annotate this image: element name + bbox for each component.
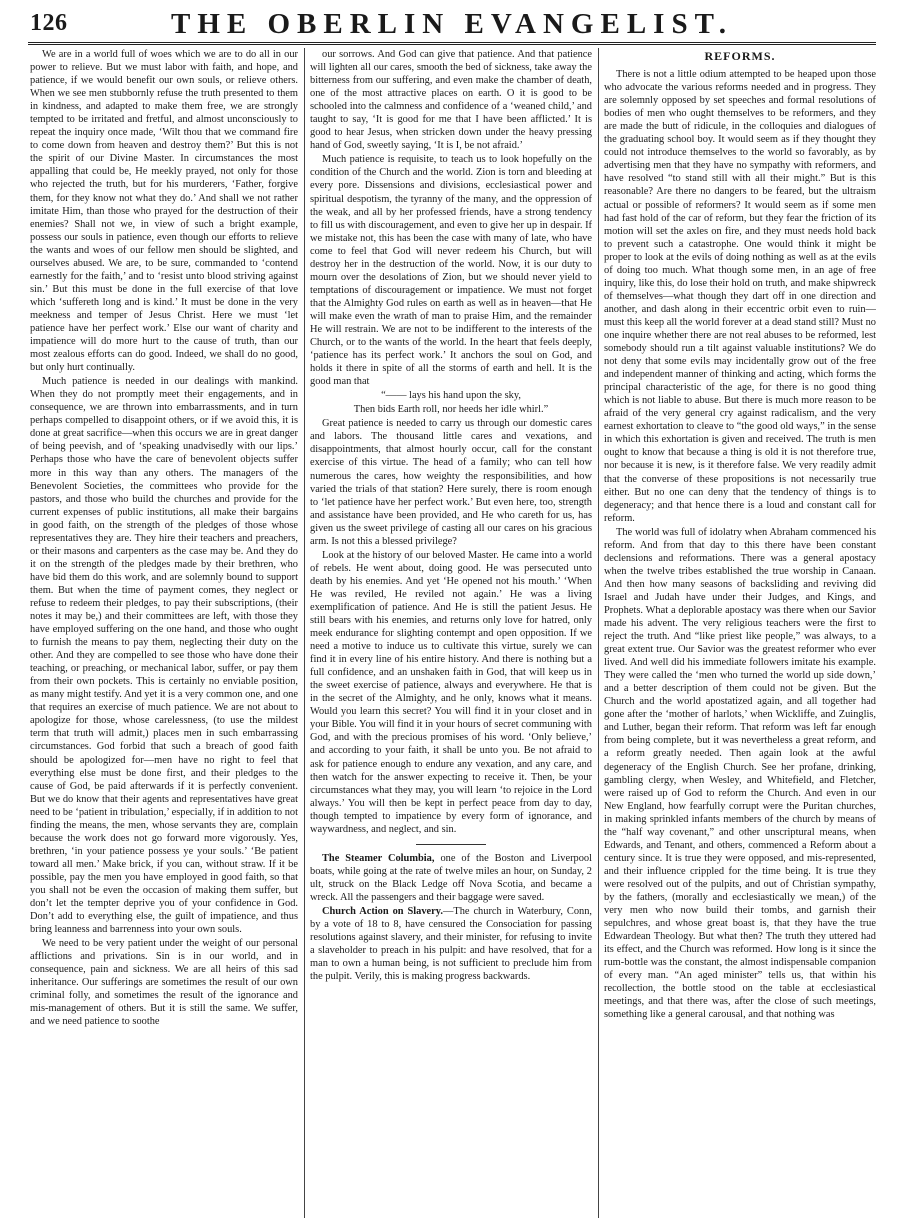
paragraph: We are in a world full of woes which we are to do all in our power to relieve. But we must labor with faith, and hope, and patience, if we would benefit our own souls, or relieve others. When we see men stubbornly refuse the truth presented to them in kindness, and adapted to make them free, we are strongly tempted to be irritated and fretful, and almost unconsciously to repeat the inquiry once made, ‘Wilt thou that we command fire to come down from heaven and destroy them?’ But this is not the spirit of our Divine Master. In circumstances the most appalling that could be, He meekly prayed, not only for those who rejected the truth, but for his murderers, ‘Father, forgive them, for they know not what they do.’ And shall we not rather imitate Him, than those who prayed for the destruction of their enemies? Shall not we, in view of such a bright example, possess our souls in patience, even though our efforts to relieve the wants and woes of our fellow men should be slighted, and ourselves abused. We are, to be sure, commanded to ‘contend earnestly for the faith,’ and to ‘resist unto blood striving against sin.’ But this must be done in the full exercise of that love which ‘suffereth long and is kind.’ It must be done in the very meekness and temper of Jesus Christ. Here we must ‘let patience have her perfect work.’ Else our want of charity and impatience will do more hurt to the cause of truth, than our most zealous efforts can do good. Indeed, we shall do no good, but only hurt continually. xyxy=(30,49,298,374)
paragraph: Much patience is needed in our dealings with mankind. When they do not promptly meet their engagements, and in consequence, we are thrown into embarrassments, and in turn perhaps compelled to disappoint others, or if we avoid this, it is done at great sacrifice—when this occurs we are in great danger of being peevish, and of ‘speaking unadvisedly with our lips.’ Perhaps those who have the care of benevolent objects suffer more in this way than any others. The managers of the Benevolent Societies, the committees who provide for the pastors, and those who build the churches and provide for the current expenses of public institutions, all make their bargains in good faith, on the strength of the pledges of those whose representatives they are. They hire their teachers and preachers, or their masons and carpenters as the case may be. And they do it on the strength of the pledges made by their brethren, who have bid them do this work, and are solemnly bound to support them. But when the time of payment comes, they neglect or refuse to redeem their pledges, to pay their subscriptions, (their notes it may be,) and their committees are left, with those they have employed suffering on the one hand, and those who ought to furnish the means to pay them, neglecting their duty on the other. And they are compelled to see those who have done their teaching, or preaching, or mechanical labor, suffer, or pay them from their own pockets. This is certainly no enviable position, as many might testify. And yet it is a very common one, and one that requires an exercise of much patience. We are not about to apologize for those, whose carelessness, (to use the mildest term that truth will admit,) places men in such embarrassing circumstances. God forbid that such a breach of good faith should be apologized for—men have no right to feel that everything else must be done first, and their pledges to the cause of God, be paid afterwards if it is perfectly convenient. But we do know that their agents and representatives have great need to be ‘patient in tribulation,’ especially, if in addition to not finding the means, the men, whose servants they are, complain because the work does not go forward more vigorously. Yes, brethren, ‘in your patience possess ye your souls.’ ‘Be patient toward all men.’ Make brick, if you can, without straw. If it be possible, pay the men you have employed in good faith, so that you shall not be even the occasion of making them suffer, but don’t let the tempter deprive you of your confidence in God. Don’t add to everything else, the guilt of impatience, and thus bring leanness and barrenness into your own souls. xyxy=(30,376,298,936)
paragraph: We need to be very patient under the weight of our personal afflictions and privations. Sin is in our world, and in consequence, pain and sickness. We are all heirs of this sad inheritance. Our sufferings are sometimes the result of our own criminal folly, and sometimes the result of the ignorance and mis-management of others. But it is still the same. We suffer, and we need patience to soothe xyxy=(30,938,298,1028)
paragraph: There is not a little odium attempted to be heaped upon those who advocate the various reforms needed and in progress. They are solemnly opposed by set speeches and formal resolutions of bodies of men who ought themselves to be reformers, and they are made the butt of ridicule, in the colloquies and dialogues of the graduating school boy. It would seem as if they thought they could not introduce themselves to the world so favorably, as by advertising men that they have no sympathy with reformers, and have resolved “to stand still with all their might.” But is this reasonable? Are there no dangers to be feared, but the ultraism actual or possible of reformers? It would seem as if some men had fast hold of the car of reform, but they fear the friction of its motion will set the axles on fire, and they must needs hold back to prevent such a catastrophe. One would think it might be proper to look at the evils of doing nothing as well as at the evils of doing too much. What though some men, in an age of free inquiry, like this, do lose their hold on truth, and make shipwreck of themselves—what though they dart off in one direction and another, and dash along in their eccentric orbit even to ruin—must this keep all the world forever at a dead stand still? Must no one inquire whether there are not real abuses to be reformed, lest somebody should run a tilt against valuable institutions? We do not deny that some evils may incidentally grow out of the free and independent manner of thinking and acting, which forms the principal characteristic of the age, for there is no good thing which is not liable to abuse. But there is much more reason to be afraid of the very general cry against radicalism, and the very earnest exhortation to cleave to “the good old ways,” in the sense in which this exhortation is given and received. The truth is men ought to know that because a thing is old it is not therefore true, nor because it is new, is it therefore false. We very readily admit that the converse of these propositions is not necessarily true either. But no one can deny that the tendency of things is to degeneracy; and that hence there is a loud and constant call for reform. xyxy=(604,69,876,524)
section-divider xyxy=(416,844,486,845)
column-1 xyxy=(30,48,298,1218)
paragraph: Look at the history of our beloved Master. He came into a world of rebels. He went about, doing good. He was persecuted unto death by his enemies. And yet ‘He opened not his mouth.’ ‘When He was reviled, He reviled not again.’ He was a living exemplification of patience. And He is still the patient Jesus. He still bears with his enemies, and returns only love for hatred, only meek endurance for slighting contempt and open opposition. If we need a motive to induce us to cultivate this virtue, surely we can find it in every line of his entire history. And there is nothing but a full confidence, and an unshaken faith in God, that will keep us in the sweet exercise of patience, always and everywhere. He that is in the secret of the Almighty, and he only, knows what it means. Would you learn this secret? You will find it in your closet and in your Bible. You will find it in your hours of secret communing with God, and with the precious promises of his word. ‘Only believe,’ and according to your faith, it shall be unto you. Be not afraid to ask for patience enough to endure any vexation, and any care, and then watch for the answer expecting to receive it. Then, be your circumstances what they may, you will learn ‘to rejoice in the Lord always.’ You will then be kept in perfect peace from day to day, though tempted to impatience by every form of ignorance, and waywardness, and neglect, and sin. xyxy=(310,549,592,835)
news-item-body: one of the Boston and Liverpool boats, while going at the rate of twelve miles an hour, on Sunday, 2 ult, struck on the Black Ledge off Nova Scotia, and became a wreck. All the passengers and their baggage were saved. xyxy=(310,852,592,903)
section-heading: REFORMS. xyxy=(704,49,776,63)
paragraph: our sorrows. And God can give that patience. And that patience will lighten all our cares, smooth the bed of sickness, take away the bitterness from our suffering, and even make the chamber of death, one of the most attractive places on earth. O it is good to be schooled into the calmness and confidence of a ‘weaned child,’ and taught to say, ‘It is good for me that I have been afflicted.’ It is good to hear Jesus, when stricken down under the heavy pressing hand of God, sweetly saying, ‘It is I, be not afraid.’ xyxy=(310,49,592,152)
verse-line: “—— lays his hand upon the sky, xyxy=(381,390,521,402)
news-item-church-action xyxy=(310,905,592,983)
news-item-lead: The Steamer Columbia, xyxy=(322,852,435,864)
masthead xyxy=(28,8,876,45)
news-item-lead: Church Action on Slavery. xyxy=(322,906,443,917)
page-number: 126 xyxy=(30,10,68,36)
column-rule-2 xyxy=(598,48,599,1218)
paragraph: Much patience is requisite, to teach us to look hopefully on the condition of the Church and the world. Zion is torn and bleeding at every pore. Dissensions and divisions, ecclesiastical power and spiritual despotism, the tyranny of the many, and the oppression of the weak, and all by her professed friends, have a strong tendency to fill us with discouragement, and even to give her up in despair. If we mistake not, this has been the case with many of late, who have come to feel that God will never redeem his Church, but will destroy her in the destruction of the world. Now, it is our duty to mourn over the desolations of Zion, but we should never yield to temptations of discouragement or impatience. We must not forget that the Almighty God rules on earth as well as in heaven—that He will make even the wrath of man to praise Him, and the remainder He will restrain. We are not to be indifferent to the interests of the Church, or to the wants of the world. In the heart that feels deeply, ‘patience has its perfect work.’ It anchors the soul on God, and holds it there in spite of all the storms of earth and hell. It is the good man that xyxy=(310,154,592,388)
column-2 xyxy=(310,48,592,1218)
paragraph: Great patience is needed to carry us through our domestic cares and labors. The thousand little cares and vexations, and disappointments, that almost hourly occur, call for the constant exercise of this virtue. The head of a family; who can tell how numerous the cares, how weighty the responsibilities, and how varied the trials of that station? Here surely, there is room enough to ‘let patience have her perfect work.’ But even here, too, strength and assistance have been provided, and He who careth for us, has given us the sweet privilege of casting all our cares on his gracious arm. Is not this a blessed privilege? xyxy=(310,418,592,547)
news-item-body: —The church in Waterbury, Conn, by a vote of 18 to 8, have censured the Consociation for passing resolutions against slavery, and their minister, for refusing to invite a slaveholder to preach in his pulpit: and have resolved, that for a man to own a human being, is not sufficient to preclude him from the pulpit. Verily, this is making progress backwards. xyxy=(310,906,592,983)
verse-line: Then bids Earth roll, nor heeds her idle whirl.” xyxy=(353,404,549,416)
paragraph: The world was full of idolatry when Abraham commenced his reform. And from that day to this there have been constant declensions and reformations. There was a general apostacy when the twelve tribes established the true worship in Canaan. And then how many seasons of backsliding and reviving did Israel and Judah have under their Judges, and Kings, and Prophets. What a deplorable apostacy was there when our Savior made his advent. The very religious teachers were the first to reject the truth. And “like priest like people,” was always, to a great extent true. Our Savior was the greatest reformer who ever lived. And well did his immediate followers imitate his example. They were called the ‘men who turned the world up side down,’ and a better description of them could not be given. But the Church and the world apostatized again, and all together had gone after the ‘mother of harlots,’ when Wickliffe, and Zuinglis, and Luther, began their reform. That reform was left far enough from being complete, but it was nevertheless a great reform, and a reform greatly needed. Then again look at the awful degeneracy of the English Church. See her profane, drinking, gambling clergy, when Wesley, and Whitefield, and Fletcher, were raised up of God to reform the Church. And even in our New England, how fearfully corrupt were the Puritan churches, in making sprinkled infants members of the church by means of the “half way covenant,” and other unscriptural means, when Edwards, and Tenant, and others, commenced a Reform about a century since. It is true they were opposed, and mis-represented, and their influence crippled for the time being. It is true they were resolved out of the pulpits, and out of Christian sympathy, by the fathers, (morally and ecclesiastically we mean,) of the very men who now build their tombs, and garnish their sepulchres, and whose great boast is, that they have the true Edwardean Theology. But what then? The truth they uttered had its effect, and the Church was reformed. How long is it since the rum-bottle was the constant, the almost indispensable companion of every man. “An aged minister” tells us, that within his recollection, the bottle stood on the table at ecclesiastical meetings, and that there was, after the close of such meetings, something like a general carousal, and that nothing was xyxy=(604,526,876,1021)
column-3 xyxy=(604,48,876,1218)
newspaper-title: THE OBERLIN EVANGELIST. xyxy=(170,8,734,40)
news-item-columbia xyxy=(310,852,592,904)
column-rule-1 xyxy=(304,48,305,1218)
